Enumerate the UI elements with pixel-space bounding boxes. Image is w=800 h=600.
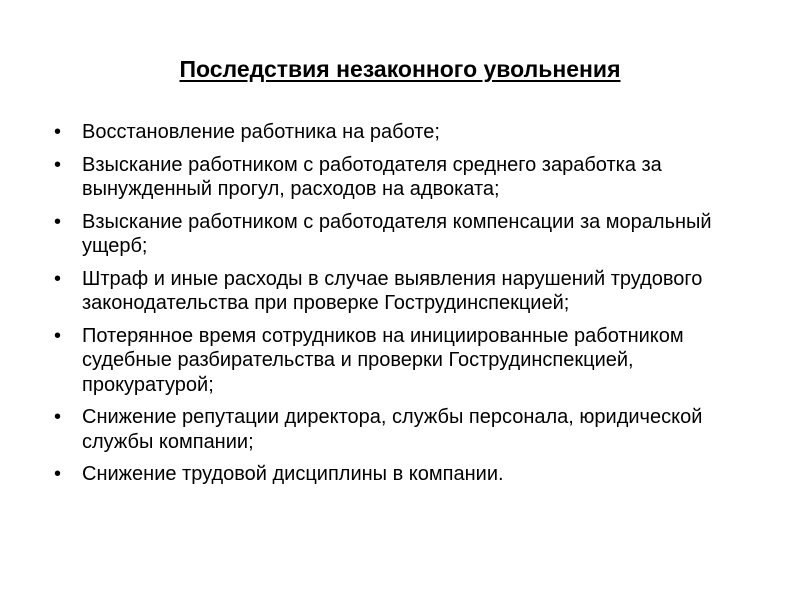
- slide-title: Последствия незаконного увольнения: [179, 56, 621, 82]
- bullet-item: [52, 210, 752, 259]
- bullet-icon: •: [54, 463, 62, 485]
- bullet-text: Восстановление работника на работе;: [82, 121, 440, 143]
- bullet-icon: •: [54, 324, 62, 347]
- bullet-item: [52, 324, 752, 398]
- bullet-item: [52, 267, 752, 316]
- bullet-text: Снижение репутации директора, службы персонала, юридической службы компании;: [82, 406, 703, 453]
- bullet-item: [52, 462, 752, 487]
- bullet-item: [52, 405, 752, 454]
- bullet-icon: •: [54, 210, 62, 233]
- bullet-text: Взыскание работником с работодателя среднего заработка за вынужденный прогул, расходов на адвоката;: [82, 153, 662, 200]
- bullet-item: [52, 120, 752, 145]
- bullet-item: [52, 153, 752, 202]
- bullet-icon: •: [54, 267, 62, 290]
- bullet-text: Снижение трудовой дисциплины в компании.: [82, 463, 504, 485]
- bullet-text: Взыскание работником с работодателя компенсации за моральный ущерб;: [82, 210, 712, 257]
- bullet-icon: •: [54, 406, 62, 428]
- bullet-icon: •: [54, 153, 62, 176]
- bullet-list: [52, 120, 752, 495]
- bullet-text: Потерянное время сотрудников на инициированные работником судебные разбирательства и проверки Гострудинспекцией, прокуратурой;: [82, 324, 684, 396]
- bullet-text: Штраф и иные расходы в случае выявления нарушений трудового законодательства при проверке Гострудинспекцией;: [82, 267, 703, 314]
- bullet-icon: •: [54, 121, 62, 143]
